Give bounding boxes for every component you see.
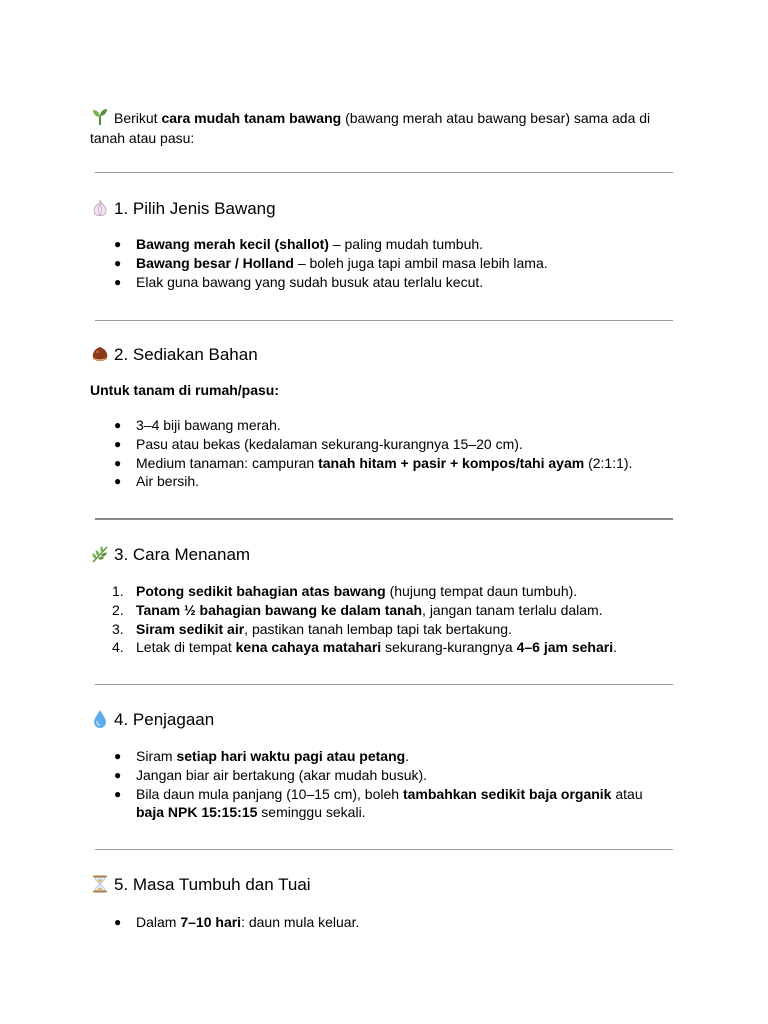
item-bold: 7–10 hari — [180, 914, 242, 930]
item-text: Elak guna bawang yang sudah busuk atau terlalu kecut. — [136, 273, 484, 290]
herb-icon — [90, 544, 110, 564]
intro-text: Berikut — [114, 110, 162, 126]
item-bold: tambahkan sedikit baja organik — [402, 785, 612, 802]
bullet-marker: ● — [114, 786, 122, 801]
list-item — [90, 235, 680, 254]
section-title: 2. Sediakan Bahan — [114, 345, 258, 364]
item-text: (hujung tempat daun tumbuh). — [385, 583, 578, 599]
list-item — [90, 582, 680, 601]
item-bold: Bawang besar / Holland — [136, 254, 294, 271]
section-title: 1. Pilih Jenis Bawang — [114, 199, 276, 218]
item-text: , pastikan tanah lembap tapi tak bertakung. — [244, 620, 512, 637]
section-heading-cara-menanam — [90, 544, 250, 566]
seedling-icon — [90, 107, 110, 127]
item-text: sekurang-kurangnya — [381, 639, 517, 656]
list-item — [90, 454, 680, 473]
item-text: Siram — [136, 748, 177, 764]
bullet-marker: ● — [114, 274, 122, 289]
bullet-list — [90, 416, 680, 491]
divider — [95, 684, 673, 685]
section-heading-masa-tumbuh — [90, 874, 311, 896]
intro-bold: cara mudah tanam bawang — [161, 110, 342, 126]
list-item — [90, 435, 680, 454]
section-heading-penjagaan — [90, 709, 214, 731]
item-text: seminggu sekali. — [257, 804, 366, 821]
bullet-marker: ● — [114, 767, 122, 782]
bullet-list — [90, 747, 680, 822]
bullet-list — [90, 235, 680, 291]
section-heading-pilih-jenis — [90, 198, 276, 220]
bullet-list — [90, 913, 680, 932]
intro-text: (bawang merah atau bawang besar) sama ada di tanah atau pasu: — [90, 110, 651, 146]
list-number: 4. — [112, 639, 124, 656]
hourglass-icon — [90, 874, 110, 894]
bullet-marker: ● — [114, 436, 122, 451]
item-text: Pasu atau bekas (kedalaman sekurang-kurangnya 15–20 cm). — [136, 435, 523, 452]
bullet-marker: ● — [114, 474, 122, 489]
list-number: 1. — [112, 583, 124, 599]
chestnut-icon — [90, 344, 110, 364]
bullet-marker: ● — [114, 237, 122, 251]
intro-paragraph — [90, 107, 680, 148]
item-text: : daun mula keluar. — [241, 914, 360, 930]
section-heading-sediakan-bahan — [90, 344, 258, 366]
list-item — [90, 601, 680, 620]
list-number: 2. — [112, 601, 124, 618]
item-text: Air bersih. — [136, 473, 200, 490]
list-item — [90, 254, 680, 273]
list-item — [90, 273, 680, 292]
item-bold: Bawang merah kecil (shallot) — [136, 236, 329, 252]
droplet-icon — [90, 709, 110, 729]
list-item — [90, 766, 680, 785]
item-bold: 4–6 jam sehari — [516, 639, 614, 656]
item-bold: Siram sedikit air — [136, 620, 245, 637]
section-title: 3. Cara Menanam — [114, 545, 251, 564]
divider — [95, 518, 673, 520]
list-item — [90, 620, 680, 639]
section-title: 5. Masa Tumbuh dan Tuai — [114, 875, 311, 894]
item-text: 3–4 biji bawang merah. — [136, 417, 281, 433]
bullet-marker: ● — [114, 749, 122, 763]
item-bold: setiap hari waktu pagi atau petang — [176, 748, 406, 764]
item-text: . — [613, 639, 617, 656]
section-title: 4. Penjagaan — [114, 710, 215, 729]
item-text: Bila daun mula panjang (10–15 cm), boleh — [136, 785, 403, 802]
item-text: atau — [611, 785, 643, 802]
item-text: Jangan biar air bertakung (akar mudah busuk). — [136, 766, 428, 783]
item-text: . — [405, 748, 410, 764]
item-text: , jangan tanam terlalu dalam. — [422, 601, 603, 618]
garlic-icon — [90, 198, 110, 218]
item-bold: Potong sedikit bahagian atas bawang — [136, 583, 386, 599]
item-text: Letak di tempat — [136, 639, 236, 656]
divider — [95, 172, 673, 173]
item-text: Medium tanaman: campuran — [136, 454, 319, 471]
item-bold: Tanam ½ bahagian bawang ke dalam tanah — [136, 601, 423, 618]
numbered-list — [90, 582, 680, 657]
bullet-marker: ● — [114, 455, 122, 470]
list-item — [90, 747, 680, 766]
list-item — [90, 472, 680, 491]
section-subtitle: Untuk tanam di rumah/pasu: — [90, 382, 280, 398]
bullet-marker: ● — [114, 255, 122, 270]
bullet-marker: ● — [114, 418, 122, 432]
item-bold: baja NPK 15:15:15 — [136, 804, 258, 821]
item-bold: tanah hitam + pasir + kompos/tahi ayam — [318, 454, 585, 471]
list-item — [90, 638, 680, 657]
bullet-marker: ● — [114, 915, 122, 929]
item-text: Dalam — [136, 914, 181, 930]
item-text: (2:1:1). — [584, 454, 633, 471]
divider — [95, 849, 673, 850]
list-item — [90, 785, 680, 823]
item-text: – boleh juga tapi ambil masa lebih lama. — [293, 254, 548, 271]
list-number: 3. — [112, 620, 124, 637]
divider — [95, 320, 673, 321]
list-item — [90, 913, 680, 932]
item-text: – paling mudah tumbuh. — [328, 236, 484, 252]
list-item — [90, 416, 680, 435]
item-bold: kena cahaya matahari — [235, 639, 382, 656]
